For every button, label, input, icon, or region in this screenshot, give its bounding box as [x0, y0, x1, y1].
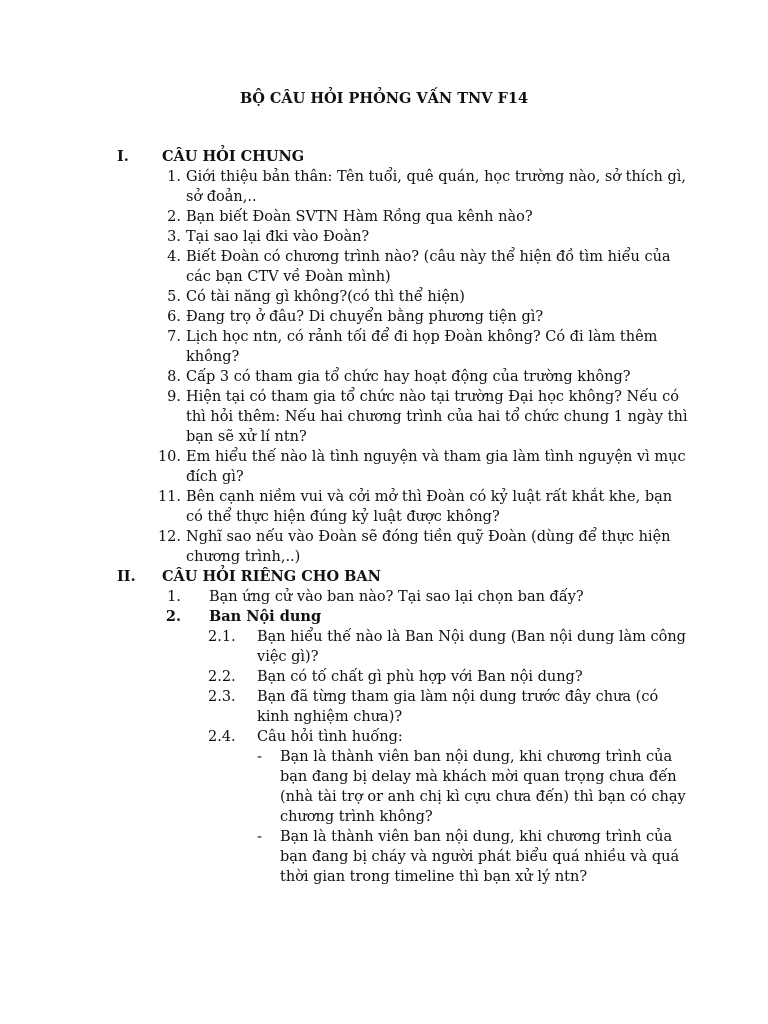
list-item-text: Đang trọ ở đâu? Di chuyển bằng phương tiện gì? [186, 309, 544, 325]
document-title: BỘ CÂU HỎI PHỎNG VẤN TNV F14 [239, 90, 529, 107]
list-item-number: 1. [167, 169, 181, 185]
list-item-number: 9. [167, 389, 181, 405]
situation-text: chương trình không? [280, 809, 433, 825]
list-item-text: Có tài năng gì không?(có thì thể hiện) [186, 289, 465, 305]
list-item-text: Bạn ứng cử vào ban nào? Tại sao lại chọn ban đấy? [209, 589, 584, 605]
sub-item-number: 2.4. [208, 729, 236, 745]
list-item-number: 11. [157, 489, 181, 505]
list-item-text: có thể thực hiện đúng kỷ luật được không? [186, 509, 500, 525]
list-item-text: các bạn CTV về Đoàn mình) [186, 269, 391, 285]
situation-text: bạn đang bị delay mà khách mời quan trọng chưa đến [280, 769, 677, 785]
situation-text: Bạn là thành viên ban nội dung, khi chương trình của [280, 749, 673, 765]
list-item-text: không? [186, 349, 240, 365]
sub-item-text: Bạn hiểu thế nào là Ban Nội dung (Ban nội dung làm công [257, 629, 686, 645]
situation-text: thời gian trong timeline thì bạn xử lý ntn? [280, 869, 588, 885]
situation-text: bạn đang bị cháy và người phát biểu quá nhiều và quá [280, 849, 680, 865]
list-item-number: 5. [167, 289, 181, 305]
list-item-number: 12. [157, 529, 181, 545]
list-item-text: Nghĩ sao nếu vào Đoàn sẽ đóng tiền quỹ Đoàn (dùng để thực hiện [186, 529, 671, 545]
list-item-text: Bên cạnh niềm vui và cởi mở thì Đoàn có kỷ luật rất khắt khe, bạn [186, 489, 673, 505]
list-item-text: đích gì? [186, 469, 244, 485]
list-item-text: Giới thiệu bản thân: Tên tuổi, quê quán, học trường nào, sở thích gì, [186, 169, 687, 185]
list-item-text: Lịch học ntn, có rảnh tối để đi họp Đoàn không? Có đi làm thêm [186, 329, 658, 345]
list-item-text: sở đoản,.. [186, 189, 257, 205]
subsection-heading: Ban Nội dung [209, 608, 322, 625]
sub-item-text: Câu hỏi tình huống: [257, 729, 403, 745]
list-item-number: 8. [167, 369, 181, 385]
list-item-text: Hiện tại có tham gia tổ chức nào tại trường Đại học không? Nếu có [186, 389, 679, 405]
list-item-text: Cấp 3 có tham gia tổ chức hay hoạt động của trường không? [186, 369, 631, 385]
list-item-text: Biết Đoàn có chương trình nào? (câu này thể hiện đồ tìm hiểu của [186, 249, 671, 265]
list-item-text: bạn sẽ xử lí ntn? [186, 429, 307, 445]
section-numeral: II. [117, 568, 136, 585]
list-item-number: 4. [167, 249, 181, 265]
bullet-dash: - [257, 749, 262, 765]
list-item-number: 2. [167, 209, 181, 225]
list-item-number: 10. [157, 449, 181, 465]
sub-item-number: 2.1. [208, 629, 236, 645]
list-item-text: chương trình,..) [186, 549, 301, 565]
list-item-number: 3. [167, 229, 181, 245]
list-item-number: 6. [167, 309, 181, 325]
situation-text: Bạn là thành viên ban nội dung, khi chương trình của [280, 829, 673, 845]
sub-item-text: Bạn có tố chất gì phù hợp với Ban nội dung? [257, 669, 583, 685]
sub-item-text: kinh nghiệm chưa)? [257, 709, 403, 725]
sub-item-text: Bạn đã từng tham gia làm nội dung trước đây chưa (có [257, 689, 659, 705]
list-item-number: 7. [167, 329, 181, 345]
sub-item-text: việc gì)? [257, 649, 319, 665]
section-heading: CÂU HỎI CHUNG [162, 148, 305, 165]
list-item-text: Bạn biết Đoàn SVTN Hàm Rồng qua kênh nào? [186, 209, 533, 225]
bullet-dash: - [257, 829, 262, 845]
sub-item-number: 2.2. [208, 669, 236, 685]
list-item-number: 2. [165, 608, 181, 625]
section-numeral: I. [117, 148, 129, 165]
list-item-text: thì hỏi thêm: Nếu hai chương trình của hai tổ chức chung 1 ngày thì [186, 409, 688, 425]
list-item-number: 1. [167, 589, 181, 605]
list-item-text: Em hiểu thế nào là tình nguyện và tham gia làm tình nguyện vì mục [186, 449, 686, 465]
list-item-text: Tại sao lại đki vào Đoàn? [186, 229, 370, 245]
sub-item-number: 2.3. [208, 689, 236, 705]
situation-text: (nhà tài trợ or anh chị kì cựu chưa đến) thì bạn có chạy [280, 789, 686, 805]
section-heading: CÂU HỎI RIÊNG CHO BAN [162, 568, 381, 585]
